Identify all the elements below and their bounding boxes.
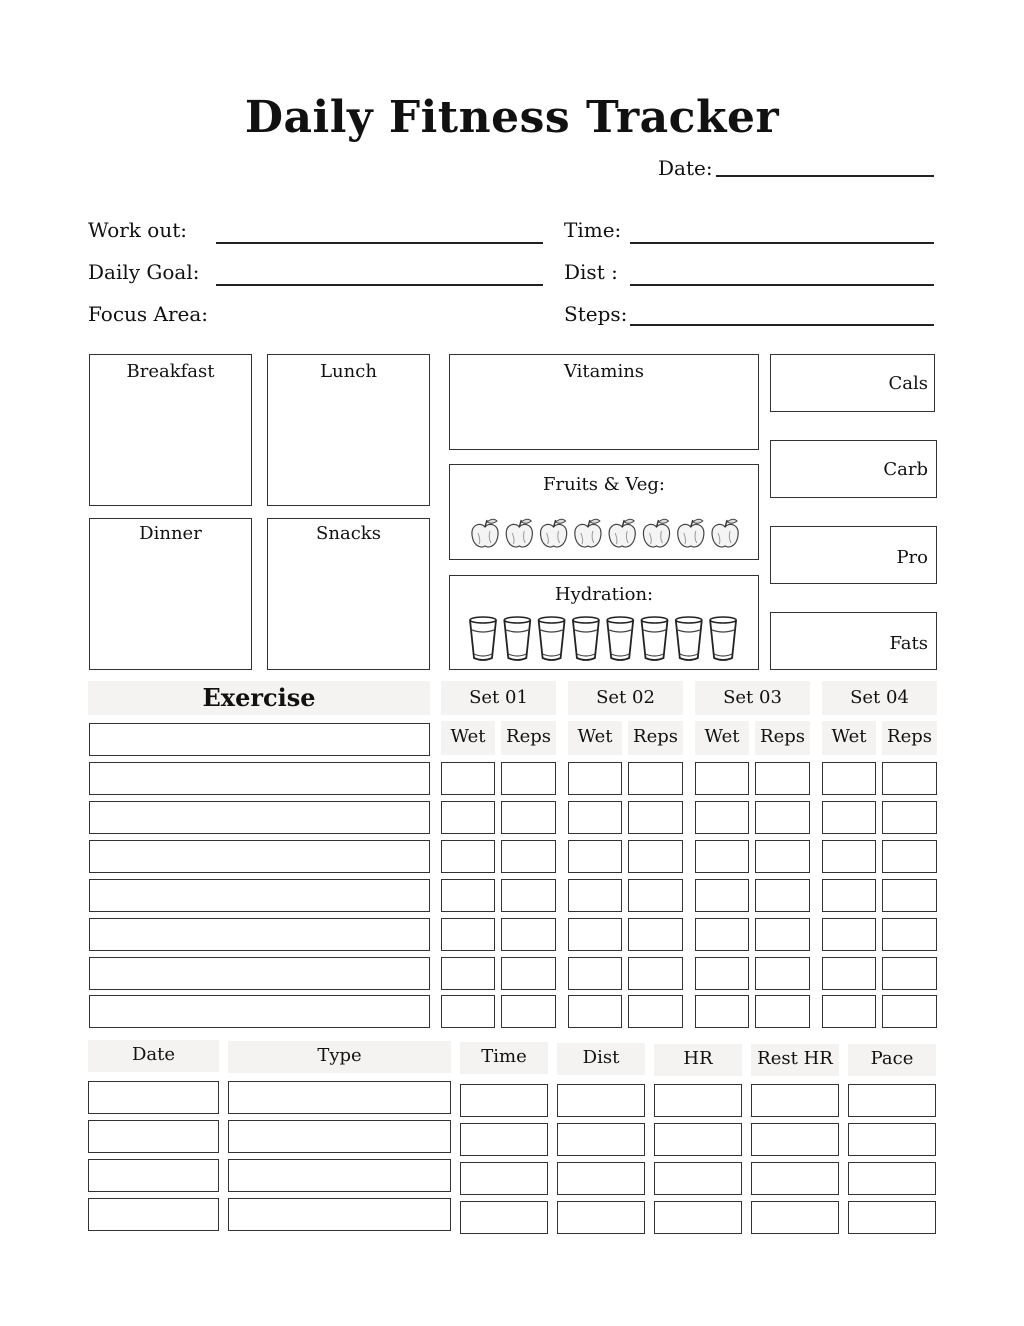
apple-icon[interactable]	[575, 519, 601, 547]
set-header: Set 03	[695, 681, 810, 715]
carb-label: Carb	[883, 459, 928, 480]
reps-cell[interactable]	[755, 879, 810, 912]
fats-label: Fats	[889, 633, 928, 654]
wet-cell[interactable]	[441, 879, 495, 912]
log-cell[interactable]	[228, 1159, 451, 1192]
reps-cell[interactable]	[628, 762, 683, 795]
cals-label: Cals	[888, 373, 928, 394]
reps-cell[interactable]	[755, 918, 810, 951]
wet-header: Wet	[822, 721, 876, 755]
dinner-label: Dinner	[139, 523, 202, 544]
breakfast-label: Breakfast	[126, 361, 215, 382]
log-header: Type	[228, 1041, 451, 1073]
reps-cell[interactable]	[882, 762, 937, 795]
steps-field[interactable]	[630, 324, 934, 326]
water-glass-icon[interactable]	[573, 617, 599, 660]
apple-icon[interactable]	[643, 519, 669, 547]
water-glass-icon[interactable]	[607, 617, 633, 660]
wet-cell[interactable]	[695, 957, 749, 990]
water-glass-icon[interactable]	[642, 617, 668, 660]
water-glass-icon[interactable]	[470, 617, 496, 660]
wet-cell[interactable]	[822, 801, 876, 834]
set-header: Set 04	[822, 681, 937, 715]
log-cell[interactable]	[557, 1201, 645, 1234]
wet-header: Wet	[695, 721, 749, 755]
hydration-box	[449, 575, 759, 670]
dist-field[interactable]	[630, 284, 934, 286]
lunch-box[interactable]	[267, 354, 430, 506]
daily-goal-label: Daily Goal:	[88, 260, 200, 284]
carb-box[interactable]	[770, 440, 937, 498]
reps-cell[interactable]	[755, 762, 810, 795]
log-header: Dist	[557, 1043, 645, 1075]
date-label: Date:	[658, 156, 713, 180]
dinner-box[interactable]	[89, 518, 252, 670]
set-header: Set 02	[568, 681, 683, 715]
wet-header: Wet	[441, 721, 495, 755]
reps-cell[interactable]	[501, 995, 556, 1028]
water-glass-icon[interactable]	[710, 617, 736, 660]
exercise-name-cell[interactable]	[89, 801, 430, 834]
wet-cell[interactable]	[695, 918, 749, 951]
reps-cell[interactable]	[882, 840, 937, 873]
log-cell[interactable]	[848, 1084, 936, 1117]
wet-cell[interactable]	[568, 957, 622, 990]
reps-cell[interactable]	[501, 762, 556, 795]
pro-label: Pro	[896, 547, 928, 568]
reps-header: Reps	[755, 721, 810, 755]
log-cell[interactable]	[88, 1198, 219, 1231]
log-cell[interactable]	[460, 1123, 548, 1156]
glass-tracker	[450, 576, 760, 671]
reps-cell[interactable]	[755, 840, 810, 873]
log-header: Rest HR	[751, 1044, 839, 1076]
log-cell[interactable]	[751, 1123, 839, 1156]
wet-cell[interactable]	[695, 879, 749, 912]
log-cell[interactable]	[751, 1162, 839, 1195]
reps-cell[interactable]	[882, 918, 937, 951]
exercise-header: Exercise	[88, 681, 430, 715]
wet-cell[interactable]	[568, 840, 622, 873]
log-cell[interactable]	[88, 1159, 219, 1192]
log-header: Time	[460, 1042, 548, 1074]
apple-icon[interactable]	[609, 519, 635, 547]
reps-header: Reps	[628, 721, 683, 755]
reps-header: Reps	[501, 721, 556, 755]
log-cell[interactable]	[654, 1162, 742, 1195]
daily-goal-field[interactable]	[216, 284, 543, 286]
wet-cell[interactable]	[822, 995, 876, 1028]
reps-cell[interactable]	[628, 879, 683, 912]
reps-cell[interactable]	[882, 801, 937, 834]
log-cell[interactable]	[557, 1162, 645, 1195]
log-header: Date	[88, 1040, 219, 1072]
wet-cell[interactable]	[822, 918, 876, 951]
page-title: Daily Fitness Tracker	[244, 92, 780, 143]
vitamins-label: Vitamins	[563, 361, 645, 382]
focus-area-label: Focus Area:	[88, 302, 209, 326]
reps-cell[interactable]	[501, 879, 556, 912]
apple-tracker	[450, 465, 760, 561]
log-cell[interactable]	[460, 1084, 548, 1117]
wet-cell[interactable]	[695, 801, 749, 834]
log-cell[interactable]	[228, 1081, 451, 1114]
cals-box[interactable]	[770, 354, 935, 412]
log-cell[interactable]	[88, 1120, 219, 1153]
hydration-label: Hydration:	[554, 584, 654, 605]
log-cell[interactable]	[228, 1120, 451, 1153]
reps-header: Reps	[882, 721, 937, 755]
time-field[interactable]	[630, 242, 934, 244]
breakfast-box[interactable]	[89, 354, 252, 506]
exercise-name-cell[interactable]	[89, 918, 430, 951]
snacks-label: Snacks	[316, 523, 381, 544]
lunch-label: Lunch	[320, 361, 377, 382]
reps-cell[interactable]	[501, 801, 556, 834]
log-header: Pace	[848, 1044, 936, 1076]
apple-icon[interactable]	[506, 519, 532, 547]
water-glass-icon[interactable]	[539, 617, 565, 660]
exercise-name-cell[interactable]	[89, 723, 430, 756]
water-glass-icon[interactable]	[676, 617, 702, 660]
exercise-name-cell[interactable]	[89, 995, 430, 1028]
log-cell[interactable]	[654, 1123, 742, 1156]
reps-cell[interactable]	[755, 995, 810, 1028]
wet-cell[interactable]	[568, 801, 622, 834]
apple-icon[interactable]	[712, 519, 738, 547]
exercise-name-cell[interactable]	[89, 879, 430, 912]
wet-cell[interactable]	[568, 918, 622, 951]
reps-cell[interactable]	[628, 957, 683, 990]
vitamins-box[interactable]	[449, 354, 759, 450]
reps-cell[interactable]	[882, 879, 937, 912]
time-label: Time:	[564, 218, 622, 242]
apple-icon[interactable]	[541, 519, 567, 547]
log-header: HR	[654, 1044, 742, 1076]
wet-cell[interactable]	[441, 840, 495, 873]
reps-cell[interactable]	[501, 918, 556, 951]
log-cell[interactable]	[848, 1201, 936, 1234]
wet-cell[interactable]	[568, 995, 622, 1028]
steps-label: Steps:	[564, 302, 628, 326]
reps-cell[interactable]	[882, 957, 937, 990]
log-cell[interactable]	[751, 1201, 839, 1234]
fruits-veg-label: Fruits & Veg:	[543, 474, 665, 495]
reps-cell[interactable]	[882, 995, 937, 1028]
exercise-name-cell[interactable]	[89, 762, 430, 795]
dist-label: Dist :	[564, 260, 618, 284]
log-cell[interactable]	[228, 1198, 451, 1231]
reps-cell[interactable]	[501, 840, 556, 873]
wet-cell[interactable]	[568, 762, 622, 795]
pro-box[interactable]	[770, 526, 937, 584]
reps-cell[interactable]	[755, 957, 810, 990]
apple-icon[interactable]	[678, 519, 704, 547]
wet-cell[interactable]	[695, 995, 749, 1028]
wet-cell[interactable]	[822, 957, 876, 990]
fats-box[interactable]	[770, 612, 937, 670]
wet-cell[interactable]	[695, 762, 749, 795]
wet-cell[interactable]	[568, 879, 622, 912]
wet-cell[interactable]	[822, 762, 876, 795]
log-cell[interactable]	[460, 1162, 548, 1195]
wet-cell[interactable]	[441, 957, 495, 990]
log-cell[interactable]	[557, 1084, 645, 1117]
log-cell[interactable]	[557, 1123, 645, 1156]
exercise-name-cell[interactable]	[89, 957, 430, 990]
reps-cell[interactable]	[628, 918, 683, 951]
workout-label: Work out:	[88, 218, 187, 242]
date-field[interactable]	[716, 175, 934, 177]
set-header: Set 01	[441, 681, 556, 715]
snacks-box[interactable]	[267, 518, 430, 670]
wet-cell[interactable]	[441, 918, 495, 951]
wet-header: Wet	[568, 721, 622, 755]
wet-cell[interactable]	[695, 840, 749, 873]
fruits-veg-box	[449, 464, 759, 560]
apple-icon[interactable]	[472, 519, 498, 547]
reps-cell[interactable]	[628, 801, 683, 834]
log-cell[interactable]	[848, 1123, 936, 1156]
wet-cell[interactable]	[822, 840, 876, 873]
wet-cell[interactable]	[441, 995, 495, 1028]
log-cell[interactable]	[654, 1084, 742, 1117]
wet-cell[interactable]	[822, 879, 876, 912]
log-cell[interactable]	[654, 1201, 742, 1234]
log-cell[interactable]	[460, 1201, 548, 1234]
water-glass-icon[interactable]	[504, 617, 530, 660]
reps-cell[interactable]	[501, 957, 556, 990]
log-cell[interactable]	[88, 1081, 219, 1114]
wet-cell[interactable]	[441, 801, 495, 834]
exercise-name-cell[interactable]	[89, 840, 430, 873]
reps-cell[interactable]	[628, 840, 683, 873]
reps-cell[interactable]	[755, 801, 810, 834]
log-cell[interactable]	[751, 1084, 839, 1117]
log-cell[interactable]	[848, 1162, 936, 1195]
reps-cell[interactable]	[628, 995, 683, 1028]
wet-cell[interactable]	[441, 762, 495, 795]
workout-field[interactable]	[216, 242, 543, 244]
